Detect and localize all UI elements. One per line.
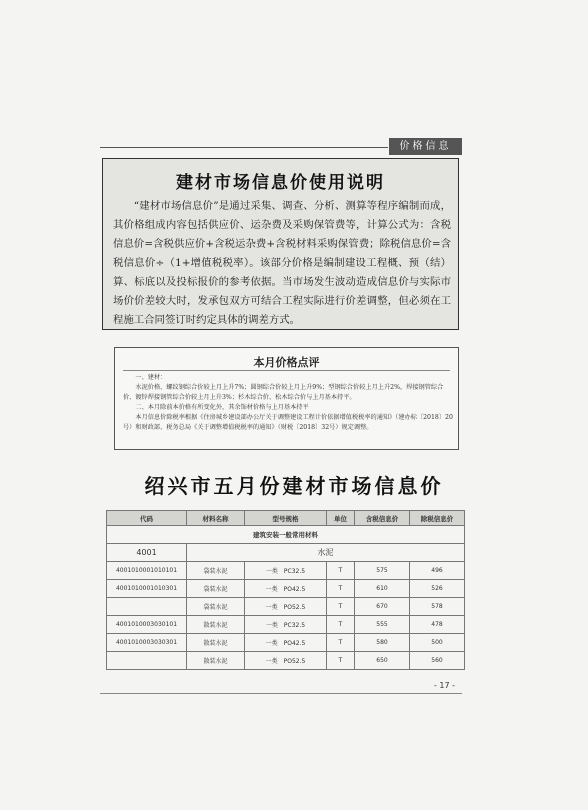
cell-code bbox=[107, 652, 187, 670]
cell-notax-price: 526 bbox=[410, 580, 465, 598]
cell-spec: 一类 PO42.5 bbox=[245, 634, 327, 652]
table-row bbox=[107, 562, 465, 580]
footer-rule bbox=[100, 693, 462, 694]
column-header: 型号规格 bbox=[245, 511, 327, 526]
cell-name: 散装水泥 bbox=[187, 634, 245, 652]
table-row bbox=[107, 616, 465, 634]
cell-name: 袋装水泥 bbox=[187, 598, 245, 616]
table-row bbox=[107, 652, 465, 670]
cell-name: 袋装水泥 bbox=[187, 562, 245, 580]
page-number: - 17 - bbox=[434, 681, 456, 690]
cell-unit: T bbox=[327, 634, 355, 652]
column-header: 除税信息价 bbox=[410, 511, 465, 526]
category-label: 建筑安装一般常用材料 bbox=[107, 526, 465, 544]
review-paragraph: 一、建材： bbox=[135, 374, 167, 381]
category-row bbox=[107, 526, 465, 544]
subcategory-code: 4001 bbox=[107, 544, 187, 562]
cell-code bbox=[107, 598, 187, 616]
table-row bbox=[107, 598, 465, 616]
review-body bbox=[123, 373, 453, 433]
cell-unit: T bbox=[327, 562, 355, 580]
cell-name: 袋装水泥 bbox=[187, 580, 245, 598]
header-rule bbox=[100, 147, 388, 148]
intro-box bbox=[102, 158, 459, 330]
cell-unit: T bbox=[327, 652, 355, 670]
cell-tax-price: 580 bbox=[355, 634, 410, 652]
subcategory-name: 水泥 bbox=[187, 544, 465, 562]
cell-code: 4001010001010101 bbox=[107, 562, 187, 580]
cell-tax-price: 555 bbox=[355, 616, 410, 634]
column-header: 含税信息价 bbox=[355, 511, 410, 526]
intro-body: “建材市场信息价”是通过采集、调查、分析、测算等程序编制而成，其价格组成内容包括供应价、运杂费及采购保管费等，计算公式为：含税信息价=含税供应价+含税运杂费+含税材料采购保管费；除税信息价=含税信息价÷（1+增值税税率）。该部分价格是编制建设工程概、预（结）算、标底以及投标报价的参考依据。当市场发生波动造成信息价与实际市场价价差较大时，发承包双方可结合工程实际进行价差调整，但必须在工程施工合同签订时约定具体的调差方式。 bbox=[113, 200, 451, 326]
cell-name: 散装水泥 bbox=[187, 616, 245, 634]
cell-code: 4001010003030101 bbox=[107, 616, 187, 634]
cell-notax-price: 578 bbox=[410, 598, 465, 616]
cell-notax-price: 500 bbox=[410, 634, 465, 652]
review-paragraph: 本月信息价除税率根据《住房城乡建设部办公厅关于调整建设工程计价依据增值税税率的通知》（建办标〔2018〕20号）和财政部、税务总局《关于调整增值税税率的通知》（财税〔2018〕32号）规定调整。 bbox=[123, 414, 453, 431]
review-paragraph: 二、本月除前本价格有所变化外，其余饰材价格与上月基本持平 bbox=[135, 404, 309, 411]
cell-tax-price: 650 bbox=[355, 652, 410, 670]
price-table bbox=[106, 510, 465, 670]
column-header: 单位 bbox=[327, 511, 355, 526]
intro-title: 建材市场信息价使用说明 bbox=[176, 173, 385, 193]
table-header-row bbox=[107, 511, 465, 526]
cell-notax-price: 478 bbox=[410, 616, 465, 634]
price-review-box bbox=[114, 347, 459, 450]
table-row bbox=[107, 580, 465, 598]
cell-unit: T bbox=[327, 616, 355, 634]
table-row bbox=[107, 634, 465, 652]
cell-notax-price: 560 bbox=[410, 652, 465, 670]
cell-code: 4001010003030301 bbox=[107, 634, 187, 652]
cell-spec: 一类 PO52.5 bbox=[245, 598, 327, 616]
cell-tax-price: 575 bbox=[355, 562, 410, 580]
cell-unit: T bbox=[327, 580, 355, 598]
cell-spec: 一类 PO42.5 bbox=[245, 580, 327, 598]
cell-tax-price: 670 bbox=[355, 598, 410, 616]
cell-code: 4001010001010301 bbox=[107, 580, 187, 598]
cell-notax-price: 496 bbox=[410, 562, 465, 580]
review-paragraph: 水泥价格、螺纹钢综合价较上月上升7%；圆钢综合价较上月上升9%；型钢综合价较上月上升2%，焊接钢管综合价、镀锌焊接钢管综合价较上月上升3%；杉木综合价、松木综合价与上月基本持平。 bbox=[123, 384, 444, 401]
cell-tax-price: 610 bbox=[355, 580, 410, 598]
subcategory-row bbox=[107, 544, 465, 562]
review-divider bbox=[123, 370, 450, 371]
page-title: 绍兴市五月份建材市场信息价 bbox=[144, 474, 444, 498]
section-tab: 价格信息 bbox=[389, 138, 462, 155]
review-title: 本月价格点评 bbox=[253, 356, 320, 369]
cell-unit: T bbox=[327, 598, 355, 616]
column-header: 代码 bbox=[107, 511, 187, 526]
cell-spec: 一类 PC32.5 bbox=[245, 616, 327, 634]
column-header: 材料名称 bbox=[187, 511, 245, 526]
cell-spec: 一类 PO52.5 bbox=[245, 652, 327, 670]
cell-name: 散装水泥 bbox=[187, 652, 245, 670]
cell-spec: 一类 PC32.5 bbox=[245, 562, 327, 580]
